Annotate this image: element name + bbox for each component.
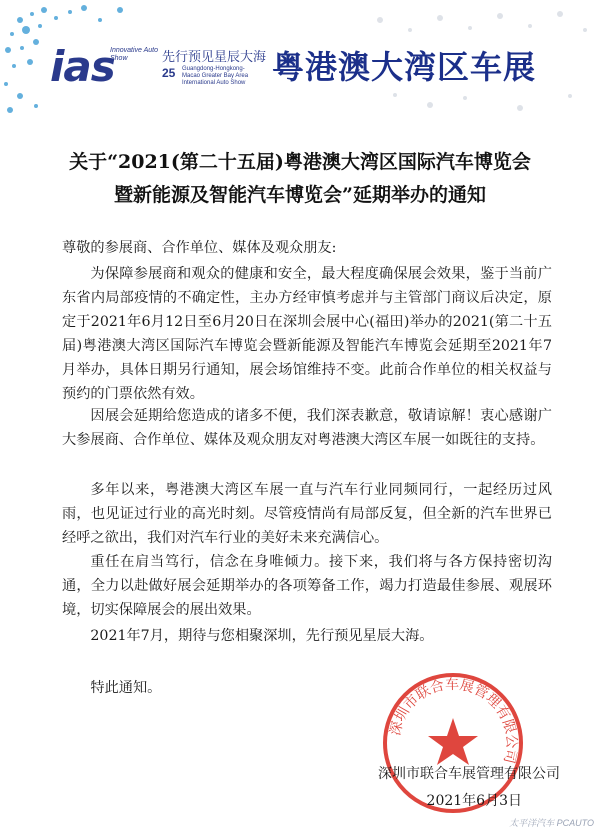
paragraph-3: 多年以来，粤港澳大湾区车展一直与汽车行业同频同行，一起经历过风雨，也见证过行业的高光时刻。尽管疫情尚有局部反复，但全新的汽车世界已经呼之欲出，我们对汽车行业的美好未来充满信心。 <box>62 482 552 546</box>
edition-subtitle: Guangdong-Hongkong-Macao Greater Bay Area International Auto Show <box>182 66 249 86</box>
header-banner <box>0 0 600 120</box>
signature-organization: 深圳市联合车展管理有限公司 <box>378 766 560 782</box>
brand-title: 粤港澳大湾区车展 <box>272 48 537 86</box>
salutation: 尊敬的参展商、合作单位、媒体及观众朋友: <box>62 240 337 256</box>
paragraph-1: 为保障参展商和观众的健康和安全，最大程度确保展会效果，鉴于当前广东省内局部疫情的不确定性，主办方经审慎考虑并与主管部门商议后决定，原定于2021年6月12日至6月20日在深圳会展中心(福田)举办的2021(第二十五届)粤港澳大湾区国际汽车博览会暨新能源及智能汽车博览会延期至2021年7月举办，具体日期另行通知，展会场馆维持不变。此前合作单位的相关权益与预约的门票依然有效。 <box>62 266 552 402</box>
stamp-text: 深圳市联合车展管理有限公司 <box>387 676 520 765</box>
document-title-line-2: 暨新能源及智能汽车博览会”延期举办的通知 <box>114 184 486 206</box>
ias-logo: ias <box>50 42 115 91</box>
paragraph-4: 重任在肩当笃行，信念在身唯倾力。接下来，我们将与各方保持密切沟通，全力以赴做好展会延期举办的各项筹备工作，竭力打造最佳参展、观展环境，切实保障展会的展出效果。 <box>62 554 552 618</box>
logo-subtitle: Innovative Auto Show <box>110 47 158 62</box>
document-title-line-1: 关于“2021(第二十五届)粤港澳大湾区国际汽车博览会 <box>69 151 531 173</box>
edition-number: 25 <box>162 66 176 80</box>
signature-date: 2021年6月3日 <box>426 793 522 809</box>
watermark: 太平洋汽车 PCAUTO <box>509 818 594 828</box>
paragraph-5: 2021年7月，期待与您相聚深圳，先行预见星辰大海。 <box>90 628 434 644</box>
slogan: 先行预见星辰大海 <box>162 50 267 65</box>
closing-remark: 特此通知。 <box>90 680 162 696</box>
paragraph-2: 因展会延期给您造成的诸多不便，我们深表歉意，敬请谅解！衷心感谢广大参展商、合作单位、媒体及观众朋友对粤港澳大湾区车展一如既往的支持。 <box>62 408 552 448</box>
